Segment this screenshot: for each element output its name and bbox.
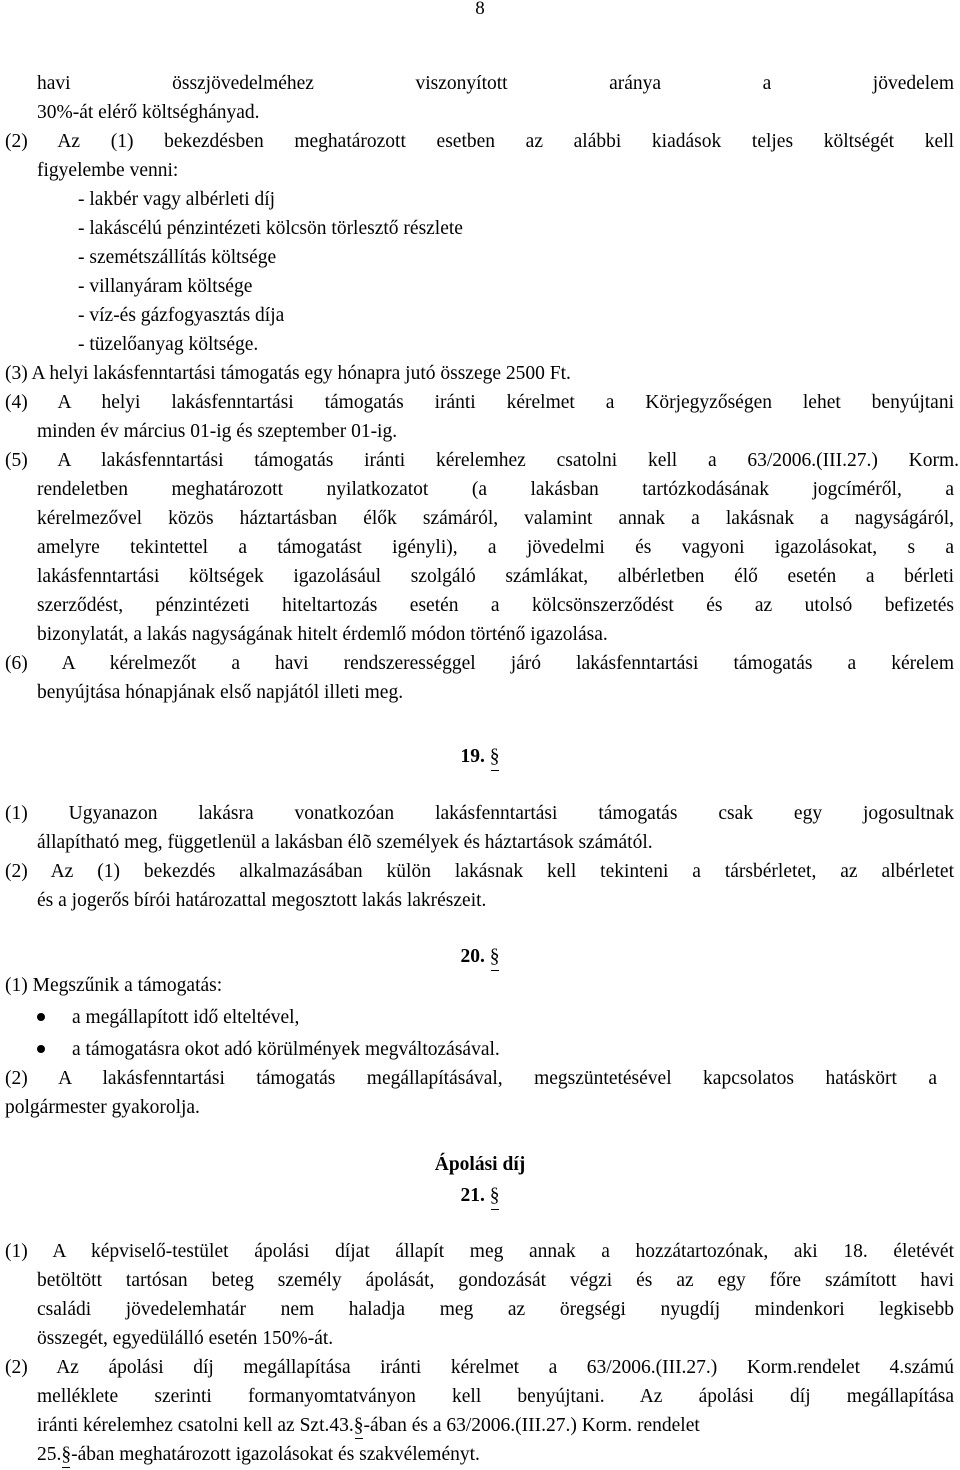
section-heading-20 [0,942,960,972]
text-line: (2) Az ápolási díj megállapítása iránti kérelmet a 63/2006.(III.27.) Korm.rendelet 4.számú [5,1357,954,1378]
section-heading-19 [0,742,960,772]
text-line: rendeletben meghatározott nyilatkozatot (a lakásban tartózkodásának jogcíméről, a [37,479,954,500]
text-line: (2) A lakásfenntartási támogatás megállapításával, megszüntetésével kapcsolatos hatáskört a [5,1068,937,1089]
text-line: minden év március 01-ig és szeptember 01-ig. [37,421,398,442]
section-sign: § [354,1411,364,1440]
list-item: - tüzelőanyag költsége. [78,334,259,355]
bullet-icon [37,1045,45,1053]
text-line: szerződést, pénzintézeti hiteltartozás esetén a kölcsönszerződést és az utolsó befizetés [37,595,954,616]
text-line: és a jogerős bírói határozattal megosztott lakás lakrészeit. [37,890,487,911]
text-line: melléklete szerinti formanyomtatványon kell benyújtani. Az ápolási díj megállapítása [37,1386,954,1407]
page-number: 8 [475,0,485,19]
section-number: 20. [460,946,485,967]
text-line: (5) A lakásfenntartási támogatás iránti kérelemhez csatolni kell a 63/2006.(III.27.) Korm. [5,450,959,471]
text-line: (2) Az (1) bekezdés alkalmazásában külön lakásnak kell tekinteni a társbérletet, az albérletet [5,861,954,882]
bullet-item: a támogatásra okot adó körülmények megváltozásával. [72,1039,500,1060]
text-line: (2) Az (1) bekezdésben meghatározott esetben az alábbi kiadások teljes költségét kell [5,131,954,152]
list-item: - lakbér vagy albérleti díj [78,189,276,210]
section-sign: § [490,742,500,772]
text-line: állapítható meg, függetlenül a lakásban élõ személyek és háztartások számától. [37,832,653,853]
section-number: 21. [460,1185,485,1206]
bullet-item: a megállapított idő elteltével, [72,1007,300,1028]
text-line: polgármester gyakorolja. [5,1097,200,1118]
list-item: - szemétszállítás költsége [78,247,277,268]
list-item: - víz-és gázfogyasztás díja [78,305,285,326]
text-line: amelyre tekintettel a támogatást igényli), a jövedelmi és vagyoni igazolásokat, s a [37,537,954,558]
text-line: kérelmezővel közös háztartásban élők számáról, valamint annak a lakásnak a nagyságáról, [37,508,954,529]
text-line: (3) A helyi lakásfenntartási támogatás egy hónapra jutó összege 2500 Ft. [5,363,571,384]
text-line: figyelembe venni: [37,160,179,181]
text-line [37,1411,954,1440]
section-sign: § [490,1181,500,1211]
text-line: (1) Megszűnik a támogatás: [5,975,223,996]
text-line: (1) Ugyanazon lakásra vonatkozóan lakásfenntartási támogatás csak egy jogosultnak [5,803,954,824]
section-sign: § [61,1440,71,1469]
text-line: (6) A kérelmezőt a havi rendszerességgel járó lakásfenntartási támogatás a kérelem [5,653,954,674]
text-line: (4) A helyi lakásfenntartási támogatás iránti kérelmet a Körjegyzőségen lehet benyújtani [5,392,954,413]
text-line: havi összjövedelméhez viszonyított aránya a jövedelem [37,73,954,94]
list-item: - villanyáram költsége [78,276,253,297]
section-sign: § [490,942,500,972]
text-line: benyújtása hónapjának első napjától illeti meg. [37,682,404,703]
text-line: bizonylatát, a lakás nagyságának hitelt érdemlő módon történő igazolása. [37,624,608,645]
text-line: betöltött tartósan beteg személy ápolását, gondozását végzi és az egy főre számított havi [37,1270,954,1291]
bullet-icon [37,1013,45,1021]
text-line: lakásfenntartási költségek igazolásául szolgáló számlákat, albérletben élő esetén a bérleti [37,566,954,587]
list-item: - lakáscélú pénzintézeti kölcsön törlesztő részlete [78,218,463,239]
text-line: 30%-át elérő költséghányad. [37,102,260,123]
section-number: 19. [460,746,485,767]
text-segment: iránti kérelemhez csatolni kell az Szt.43.§-ában és a 63/2006.(III.27.) Korm. rendelet [37,1411,700,1440]
text-line: (1) A képviselő-testület ápolási díjat állapít meg annak a hozzátartozónak, aki 18. életévét [5,1241,954,1262]
section-title: Ápolási díj [434,1154,526,1175]
text-line: 25.§-ában meghatározott igazolásokat és szakvéleményt. [37,1440,480,1469]
section-heading-21 [0,1181,960,1211]
text-line: összegét, egyedülálló esetén 150%-át. [37,1328,334,1349]
text-line: családi jövedelemhatár nem haladja meg az öregségi nyugdíj mindenkori legkisebb [37,1299,954,1320]
